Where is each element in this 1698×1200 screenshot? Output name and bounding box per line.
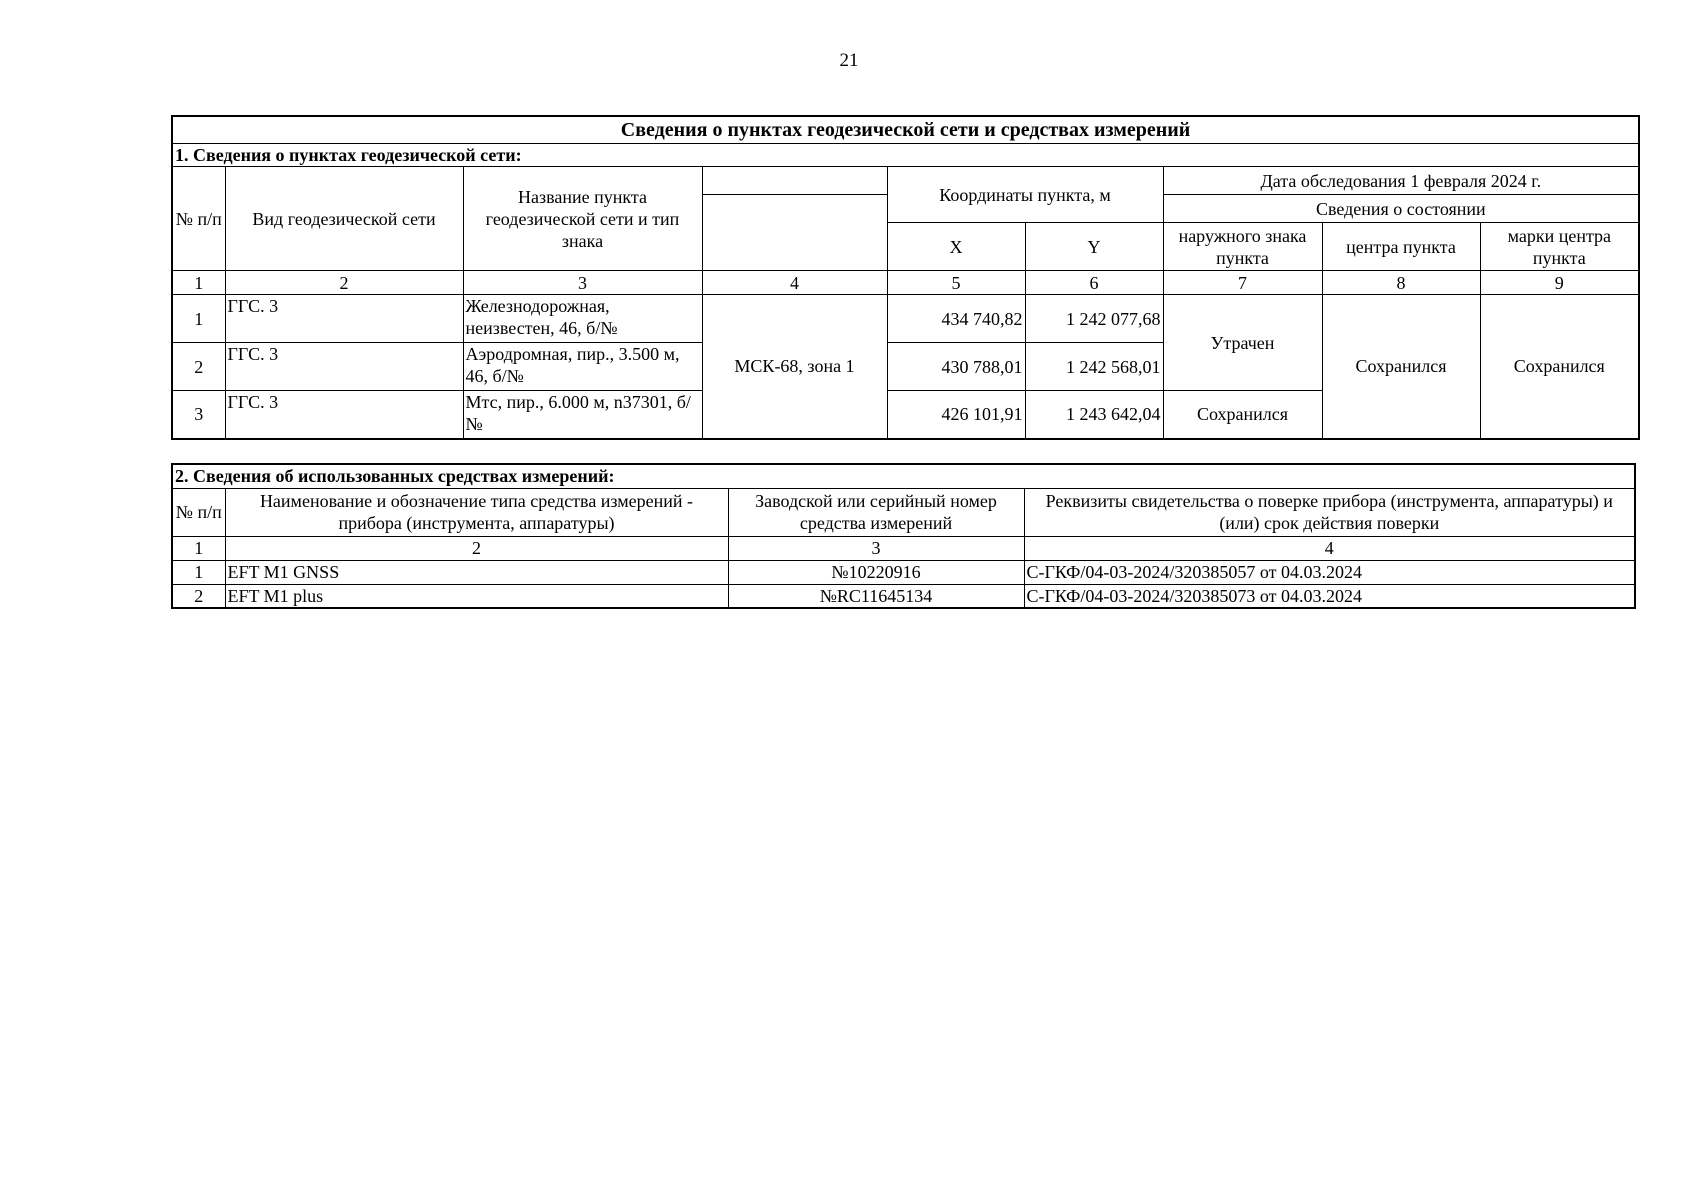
header-center: центра пункта (1322, 223, 1480, 271)
row-instrument-name: EFT M1 plus (225, 584, 728, 608)
header-condition: Сведения о состоянии (1163, 195, 1639, 223)
row-y: 1 242 568,01 (1025, 343, 1163, 391)
header-instrument-name: Наименование и обозначение типа средства измерений - прибора (инструмента, аппаратуры) (225, 488, 728, 536)
geodetic-points-table (171, 115, 1640, 440)
table-row (172, 560, 1635, 584)
header-outer-sign: наружного знака пункта (1163, 223, 1322, 271)
col-number: 1 (172, 536, 225, 560)
row-certificate: С-ГКФ/04-03-2024/320385057 от 04.03.2024 (1024, 560, 1635, 584)
col-number: 5 (887, 271, 1025, 295)
header-survey-date: Дата обследования 1 февраля 2024 г. (1163, 167, 1639, 195)
row-point-name: Мтс, пир., 6.000 м, n37301, б/№ (463, 391, 702, 439)
row-num: 1 (172, 560, 225, 584)
col-number: 1 (172, 271, 225, 295)
col-number: 4 (702, 271, 887, 295)
header-serial: Заводской или серийный номер средства измерений (728, 488, 1024, 536)
row-num: 3 (172, 391, 225, 439)
row-num: 2 (172, 343, 225, 391)
col-number: 8 (1322, 271, 1480, 295)
instruments-table (171, 463, 1636, 609)
col-number: 3 (728, 536, 1024, 560)
row-num: 1 (172, 295, 225, 343)
col-number: 2 (225, 271, 463, 295)
header-network-type: Вид геодезической сети (225, 167, 463, 271)
row-y: 1 242 077,68 (1025, 295, 1163, 343)
row-certificate: С-ГКФ/04-03-2024/320385073 от 04.03.2024 (1024, 584, 1635, 608)
row-y: 1 243 642,04 (1025, 391, 1163, 439)
page-number: 21 (839, 50, 859, 71)
header-certificate: Реквизиты свидетельства о поверке прибора (инструмента, аппаратуры) и (или) срок действия поверки (1024, 488, 1635, 536)
row-x: 426 101,91 (887, 391, 1025, 439)
document-title: Сведения о пунктах геодезической сети и средствах измерений (172, 116, 1639, 144)
row-network-type: ГГС. 3 (225, 295, 463, 343)
section2-heading: 2. Сведения об использованных средствах измерений: (172, 464, 1635, 488)
col-number: 6 (1025, 271, 1163, 295)
header-col4 (702, 195, 887, 271)
col-number: 3 (463, 271, 702, 295)
table-row (172, 295, 1639, 343)
row-serial: №10220916 (728, 560, 1024, 584)
header-y: Y (1025, 223, 1163, 271)
col-number: 7 (1163, 271, 1322, 295)
coord-system: МСК-68, зона 1 (702, 295, 887, 439)
status-center-mark: Сохранился (1480, 295, 1639, 439)
row-point-name: Аэродромная, пир., 3.500 м, 46, б/№ (463, 343, 702, 391)
header-coords: Координаты пункта, м (887, 167, 1163, 223)
row-network-type: ГГС. 3 (225, 343, 463, 391)
header-x: X (887, 223, 1025, 271)
section1-heading-fill (887, 144, 1639, 167)
status-outer-lost: Утрачен (1163, 295, 1322, 391)
col-number: 9 (1480, 271, 1639, 295)
row-instrument-name: EFT M1 GNSS (225, 560, 728, 584)
row-x: 434 740,82 (887, 295, 1025, 343)
status-outer-row3: Сохранился (1163, 391, 1322, 439)
row-network-type: ГГС. 3 (225, 391, 463, 439)
row-point-name: Железнодорожная, неизвестен, 46, б/№ (463, 295, 702, 343)
table-row (172, 584, 1635, 608)
header-col4-top (702, 167, 887, 195)
col-number: 4 (1024, 536, 1635, 560)
row-x: 430 788,01 (887, 343, 1025, 391)
row-serial: №RC11645134 (728, 584, 1024, 608)
header-num: № п/п (172, 488, 225, 536)
header-point-name: Название пункта геодезической сети и тип знака (463, 167, 702, 271)
row-num: 2 (172, 584, 225, 608)
header-num: № п/п (172, 167, 225, 271)
col-number: 2 (225, 536, 728, 560)
header-center-mark: марки центра пункта (1480, 223, 1639, 271)
section1-heading: 1. Сведения о пунктах геодезической сети: (172, 144, 887, 167)
status-center: Сохранился (1322, 295, 1480, 439)
